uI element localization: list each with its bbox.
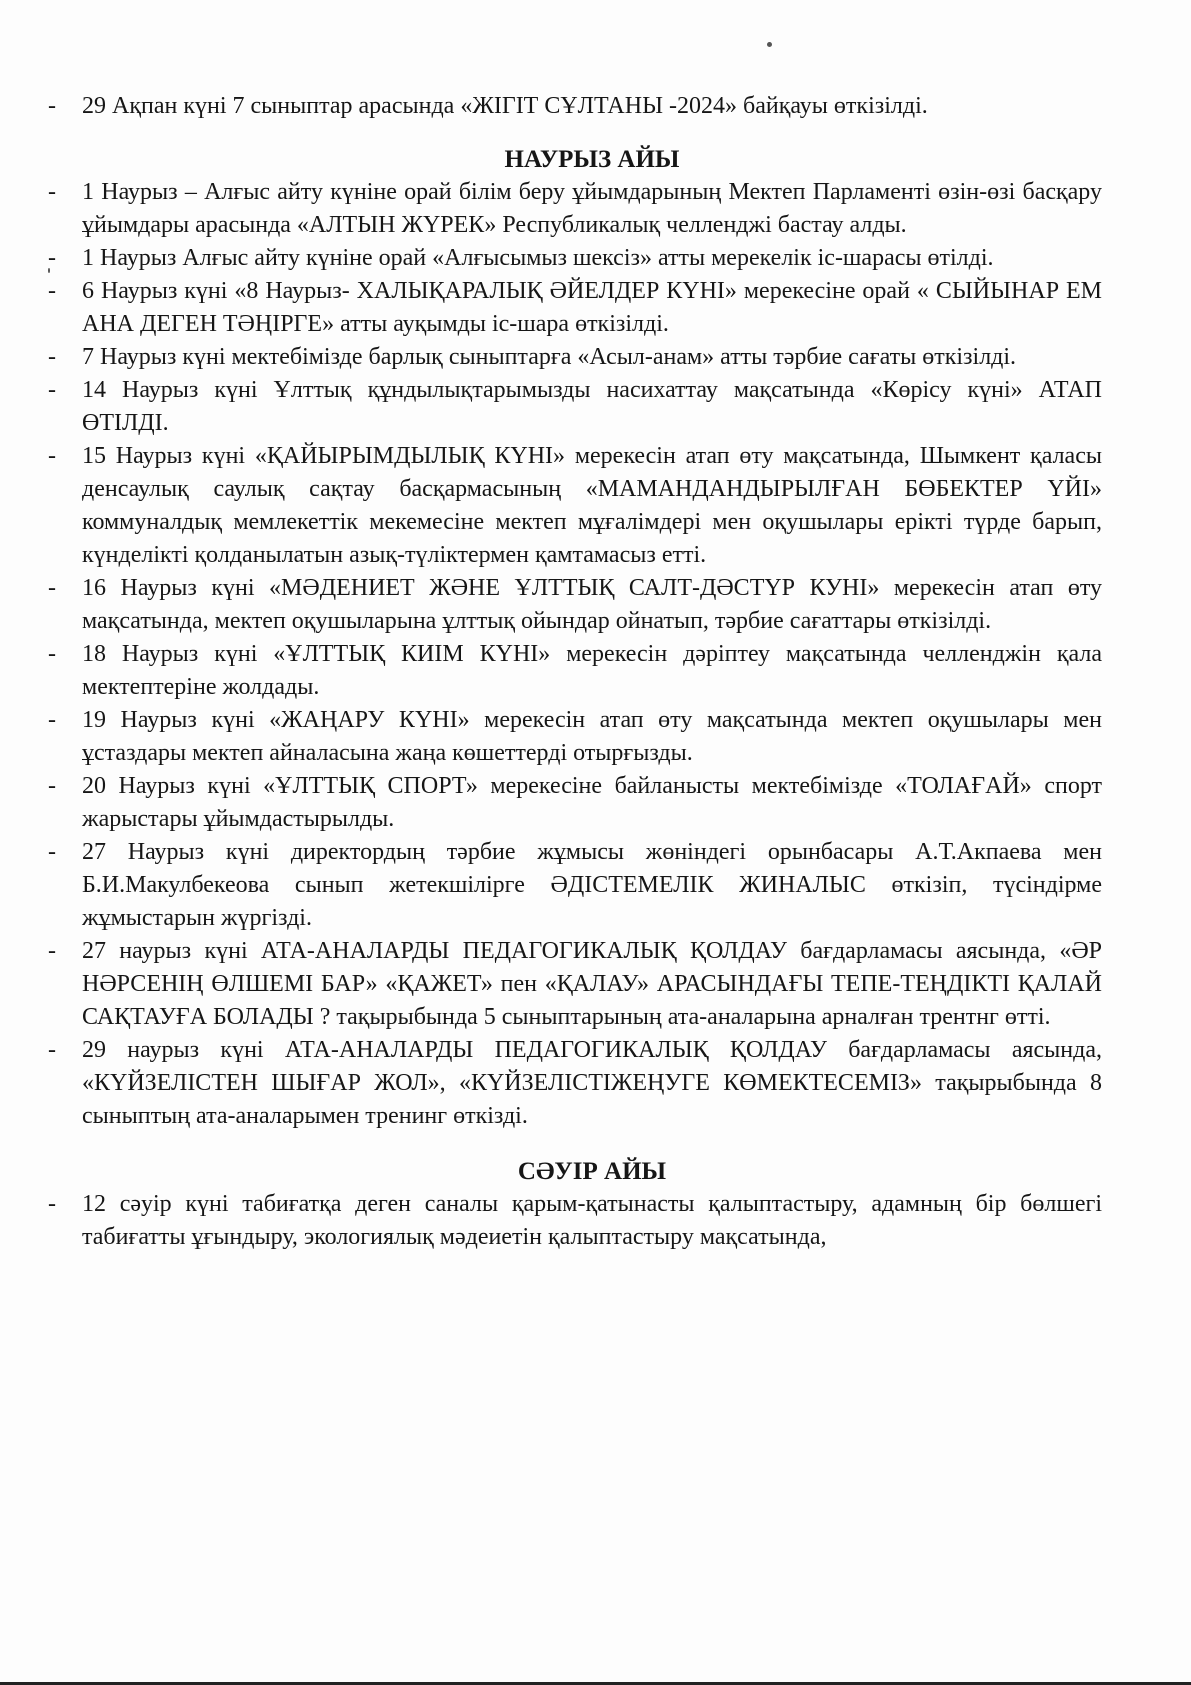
bullet-dash: - bbox=[48, 839, 56, 865]
list-item bbox=[42, 1188, 1102, 1254]
bullet-dash: - bbox=[48, 377, 56, 403]
list-item-text: 19 Наурыз күні «ЖАҢАРУ КҮНІ» мерекесін атап өту мақсатында мектеп оқушылары мен ұстаздары мектеп айналасына жаңа көшеттерді отырғызды. bbox=[82, 707, 1102, 766]
bullet-dash: - bbox=[48, 707, 56, 733]
list-item-text: 1 Наурыз Алғыс айту күніне орай «Алғысымыз шексіз» атты мерекелік іс-шарасы өтілді. bbox=[82, 245, 994, 271]
bullet-dash: - bbox=[48, 1191, 56, 1217]
list-item bbox=[42, 176, 1102, 242]
section-title-nauryz: НАУРЫЗ АЙЫ bbox=[504, 146, 680, 173]
bullet-dash: - bbox=[48, 443, 56, 469]
bullet-dash: - bbox=[48, 179, 56, 205]
bullet-dash: - bbox=[48, 278, 56, 304]
bullet-dash: - bbox=[48, 245, 56, 271]
list-item bbox=[42, 341, 1102, 374]
list-item-text: 20 Наурыз күні «ҰЛТТЫҚ СПОРТ» мерекесіне байланысты мектебімізде «ТОЛАҒАЙ» спорт жарыстары ұйымдастырылды. bbox=[82, 773, 1102, 832]
list-item bbox=[42, 770, 1102, 836]
list-item bbox=[42, 704, 1102, 770]
bullet-dash: - bbox=[48, 93, 56, 119]
list-item bbox=[42, 638, 1102, 704]
list-item-text: 12 сәуір күні табиғатқа деген саналы қарым-қатынасты қалыптастыру, адамның бір бөлшегі табиғатты ұғындыру, экологиялық мәдеиетін қалыптастыру мақсатында, bbox=[82, 1191, 1102, 1250]
list-item-text: 18 Наурыз күні «ҰЛТТЫҚ КИІМ КҮНІ» мерекесін дәріптеу мақсатында челленджін қала мектептеріне жолдады. bbox=[82, 641, 1102, 700]
list-item-text: 29 Ақпан күні 7 сыныптар арасында «ЖІГІТ СҰЛТАНЫ -2024» байқауы өткізілді. bbox=[82, 93, 928, 119]
list-item bbox=[42, 374, 1102, 440]
sauir-list bbox=[42, 1188, 1102, 1254]
list-item bbox=[42, 1034, 1102, 1133]
list-item bbox=[42, 836, 1102, 935]
list-item-text: 1 Наурыз – Алғыс айту күніне орай білім беру ұйымдарының Мектеп Парламенті өзін-өзі басқару ұйымдары арасында «АЛТЫН ЖҮРЕК» Республикалық челленджі бастау алды. bbox=[82, 179, 1102, 238]
list-item-text: 7 Наурыз күні мектебімізде барлық сыныптарға «Асыл-анам» атты тәрбие сағаты өткізілді. bbox=[82, 344, 1017, 370]
document-body bbox=[42, 90, 1102, 1254]
bullet-dash: - bbox=[48, 641, 56, 667]
list-item-text: 27 наурыз күні АТА-АНАЛАРДЫ ПЕДАГОГИКАЛЫҚ ҚОЛДАУ бағдарламасы аясында, «ӘР НӘРСЕНІҢ ӨЛШЕМІ БАР» «ҚАЖЕТ» пен «ҚАЛАУ» АРАСЫНДАҒЫ ТЕПЕ-ТЕҢДІКТІ ҚАЛАЙ САҚТАУҒА БОЛАДЫ ? тақырыбында 5 сыныптарының ата-аналарына арналған трентнг өтті. bbox=[82, 938, 1102, 1030]
list-item bbox=[42, 242, 1102, 275]
list-item-text: 15 Наурыз күні «ҚАЙЫРЫМДЫЛЫҚ КҮНІ» мерекесін атап өту мақсатында, Шымкент қаласы денсаулық саулық сақтау басқармасының «МАМАНДАНДЫРЫЛҒАН БӨБЕКТЕР ҮЙІ» коммуналдық мемлекеттік мекемесіне мектеп мұғалімдері мен оқушылары ерікті түрде барып, күнделікті қолданылатын азық-түліктермен қамтамасыз етті. bbox=[82, 443, 1102, 568]
list-item bbox=[42, 935, 1102, 1034]
list-item bbox=[42, 90, 1102, 123]
scan-speck bbox=[767, 42, 772, 47]
list-item-text: 6 Наурыз күні «8 Наурыз- ХАЛЫҚАРАЛЫҚ ӘЙЕЛДЕР КҮНІ» мерекесіне орай « СЫЙЫНАР ЕМ АНА ДЕГЕН ТӘҢІРГЕ» атты ауқымды іс-шара өткізілді. bbox=[82, 278, 1102, 337]
bullet-dash: - bbox=[48, 773, 56, 799]
section-title-sauir: СӘУІР АЙЫ bbox=[517, 1158, 667, 1185]
list-item bbox=[42, 440, 1102, 572]
bullet-dash: - bbox=[48, 575, 56, 601]
nauryz-list bbox=[42, 176, 1102, 1133]
list-item-text: 29 наурыз күні АТА-АНАЛАРДЫ ПЕДАГОГИКАЛЫҚ ҚОЛДАУ бағдарламасы аясында, «КҮЙЗЕЛІСТЕН ШЫҒАР ЖОЛ», «КҮЙЗЕЛІСТІЖЕҢУГЕ КӨМЕКТЕСЕМІЗ» тақырыбында 8 сыныптың ата-аналарымен тренинг өткізді. bbox=[82, 1037, 1102, 1129]
bullet-dash: - bbox=[48, 344, 56, 370]
bullet-dash: - bbox=[48, 938, 56, 964]
list-item-text: 27 Наурыз күні директордың тәрбие жұмысы жөніндегі орынбасары А.Т.Акпаева мен Б.И.Макулбекеова сынып жетекшілірге ӘДІСТЕМЕЛІК ЖИНАЛЫС өткізіп, түсіндірме жұмыстарын жүргізді. bbox=[82, 839, 1102, 931]
list-item bbox=[42, 572, 1102, 638]
list-item-text: 14 Наурыз күні Ұлттық құндылықтарымызды насихаттау мақсатында «Көрісу күні» АТАП ӨТІЛДІ. bbox=[82, 377, 1102, 436]
bullet-dash: - bbox=[48, 1037, 56, 1063]
list-item bbox=[42, 275, 1102, 341]
list-item-text: 16 Наурыз күні «МӘДЕНИЕТ ЖӘНЕ ҰЛТТЫҚ САЛТ-ДӘСТҮР КУНІ» мерекесін атап өту мақсатында, мектеп оқушыларына ұлттық ойындар ойнатып, тәрбие сағаттары өткізілді. bbox=[82, 575, 1102, 634]
